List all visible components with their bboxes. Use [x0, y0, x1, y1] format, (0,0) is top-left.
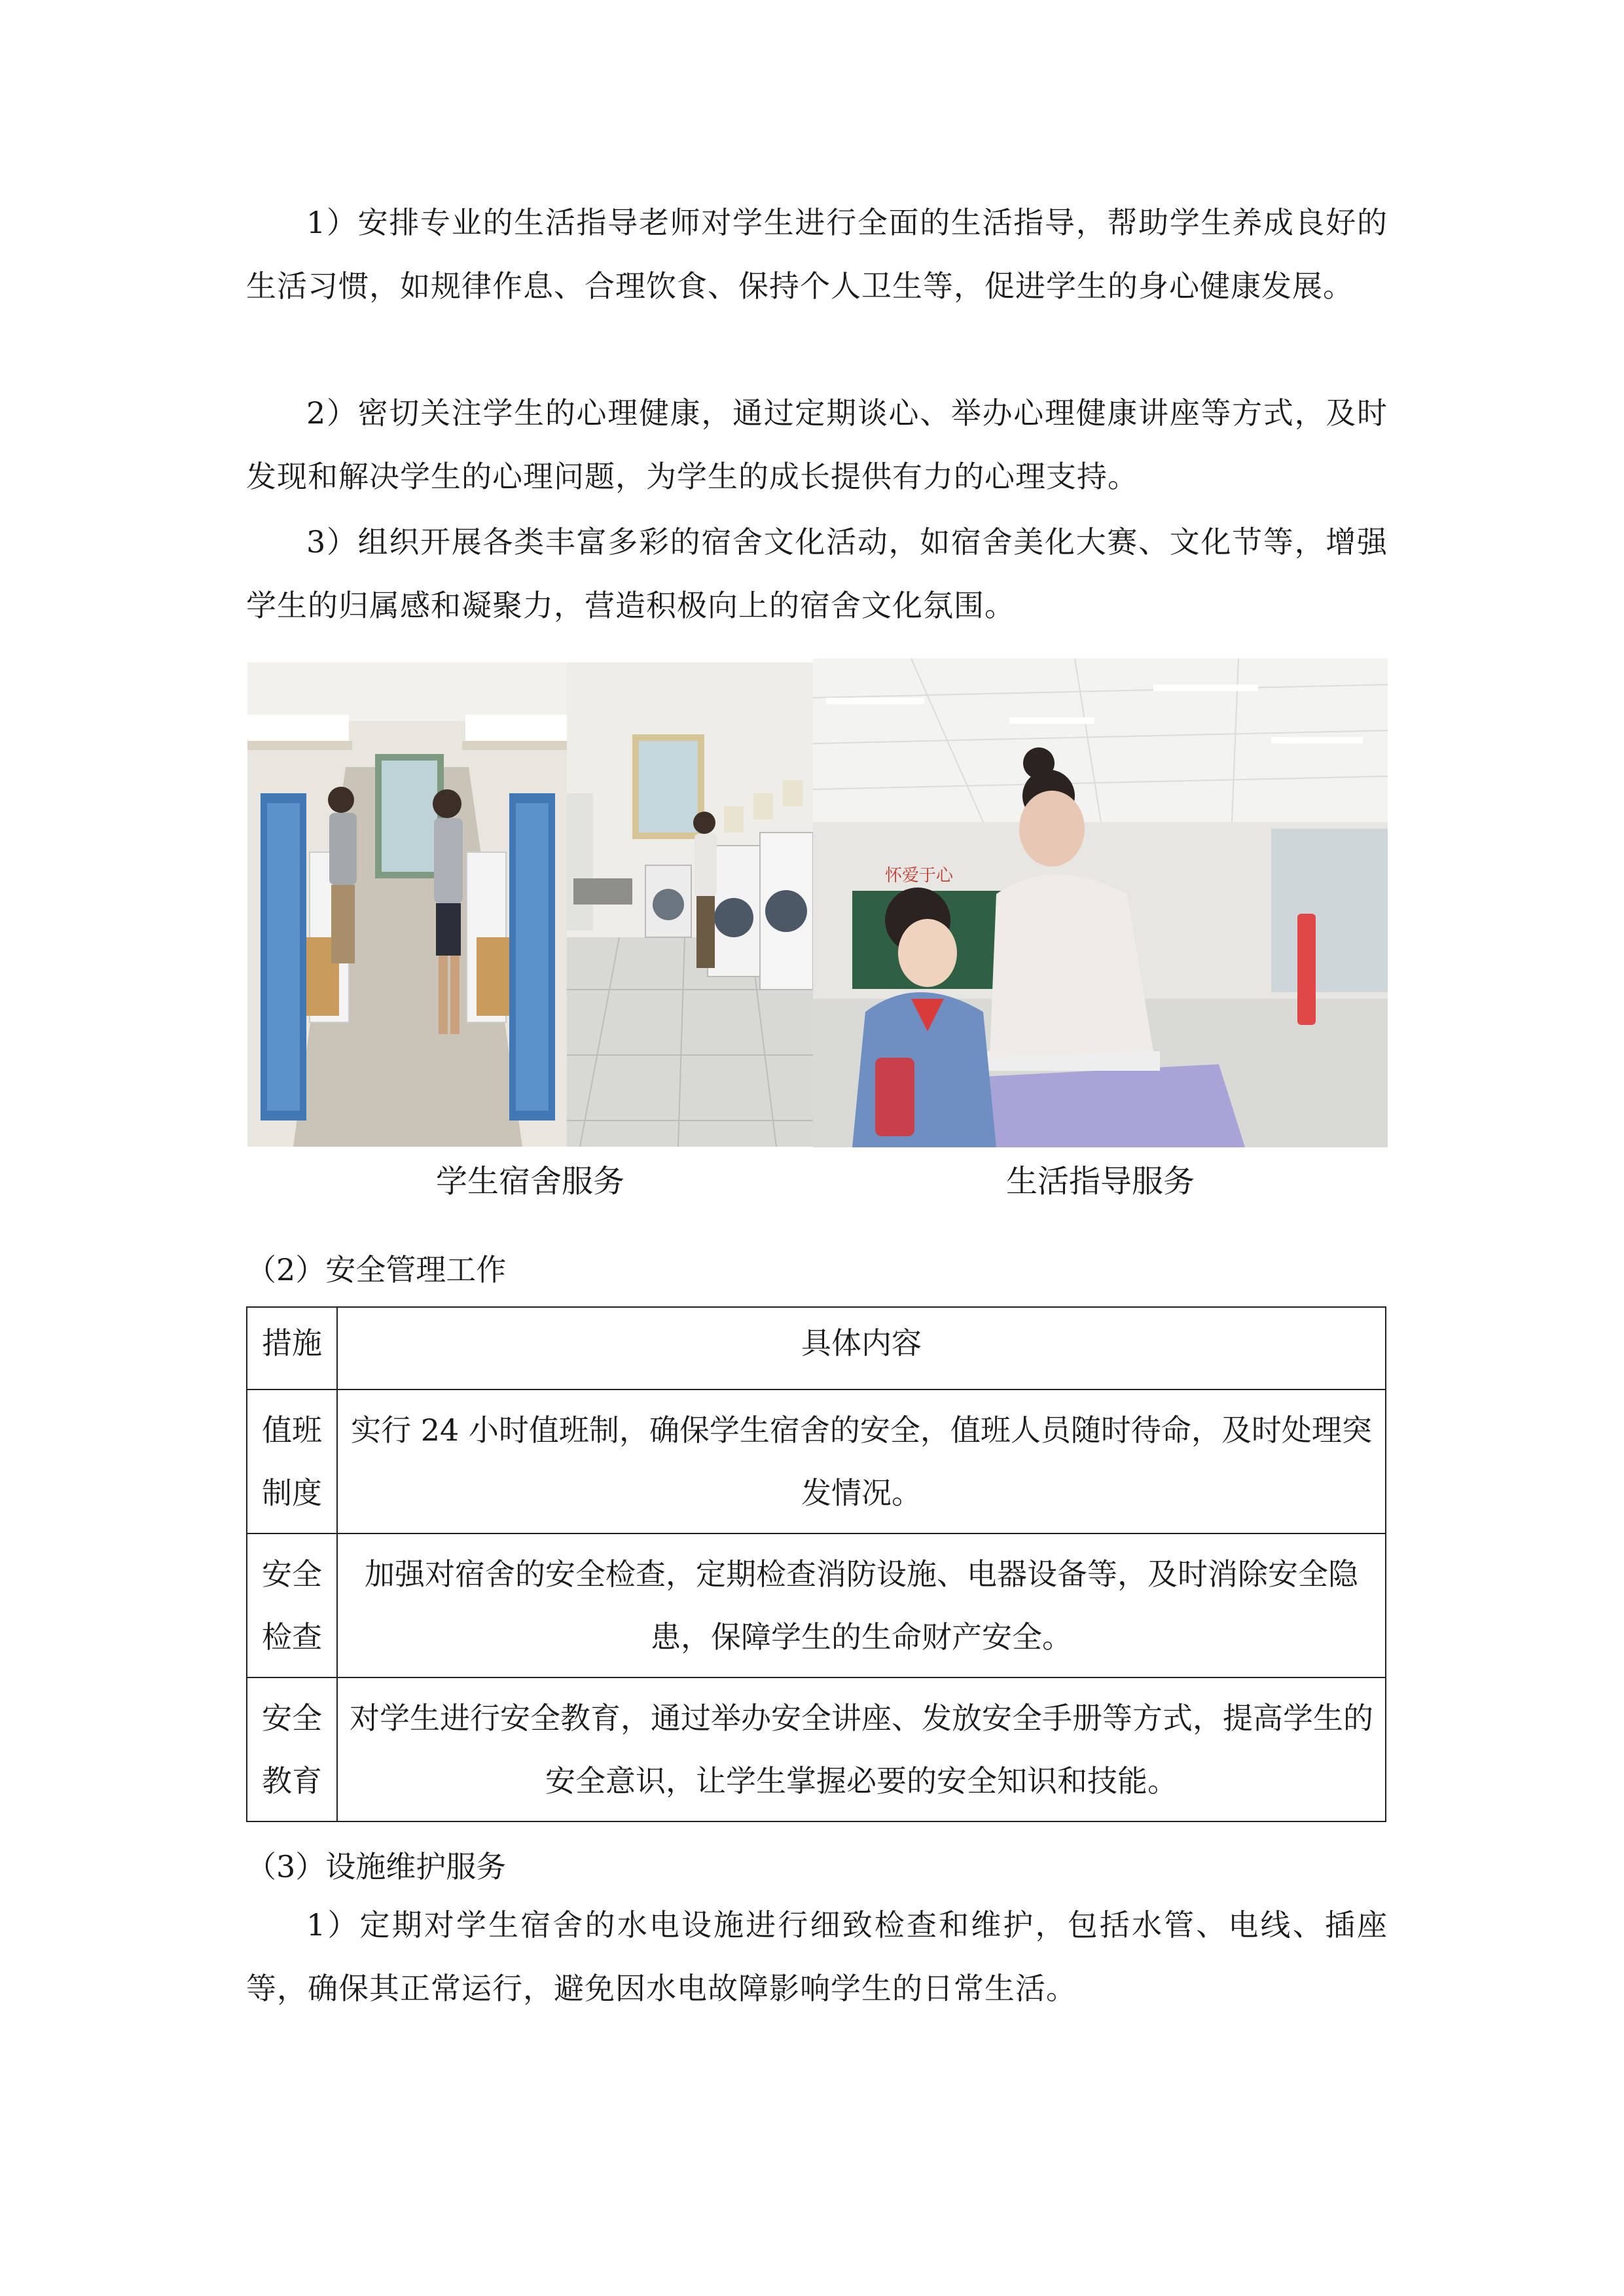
classroom-guidance-photo	[813, 658, 1388, 1147]
table-cell-measure: 值班制度	[247, 1390, 337, 1534]
paragraph-facility-maintenance: 1）定期对学生宿舍的水电设施进行细致检查和维护，包括水管、电线、插座等，确保其正常运行，避免因水电故障影响学生的日常生活。	[246, 1907, 1388, 2006]
paragraph-dorm-culture: 3）组织开展各类丰富多彩的宿舍文化活动，如宿舍美化大赛、文化节等，增强学生的归属感和凝聚力，营造积极向上的宿舍文化氛围。	[246, 524, 1388, 623]
photo-caption-dormitory: 学生宿舍服务	[435, 1163, 624, 1200]
section-heading-facility: （3）设施维护服务	[246, 1849, 507, 1884]
safety-measures-table	[246, 1306, 1386, 1822]
table-row	[247, 1390, 1386, 1534]
section-heading-safety: （2）安全管理工作	[246, 1252, 507, 1287]
blackboard-slogan: 怀爱于心	[885, 866, 954, 886]
table-header-content: 具体内容	[337, 1307, 1386, 1390]
table-row	[247, 1534, 1386, 1677]
paragraph-life-guidance: 1）安排专业的生活指导老师对学生进行全面的生活指导，帮助学生养成良好的生活习惯，如规律作息、合理饮食、保持个人卫生等，促进学生的身心健康发展。	[246, 205, 1388, 304]
dormitory-room-photo	[247, 662, 567, 1147]
table-header-measure: 措施	[247, 1307, 337, 1390]
paragraph-mental-health: 2）密切关注学生的心理健康，通过定期谈心、举办心理健康讲座等方式，及时发现和解决学生的心理问题，为学生的成长提供有力的心理支持。	[246, 395, 1388, 494]
table-row	[247, 1677, 1386, 1821]
table-header-row	[247, 1307, 1386, 1390]
table-cell-measure: 安全教育	[247, 1677, 337, 1821]
laundry-room-photo	[567, 662, 813, 1147]
table-cell-content: 对学生进行安全教育，通过举办安全讲座、发放安全手册等方式，提高学生的安全意识，让学生掌握必要的安全知识和技能。	[337, 1677, 1386, 1821]
photo-caption-guidance: 生活指导服务	[1005, 1163, 1195, 1200]
table-cell-content: 实行 24 小时值班制，确保学生宿舍的安全，值班人员随时待命，及时处理突发情况。	[337, 1390, 1386, 1534]
table-cell-content: 加强对宿舍的安全检查，定期检查消防设施、电器设备等，及时消除安全隐患，保障学生的生命财产安全。	[337, 1534, 1386, 1677]
table-cell-measure: 安全检查	[247, 1534, 337, 1677]
